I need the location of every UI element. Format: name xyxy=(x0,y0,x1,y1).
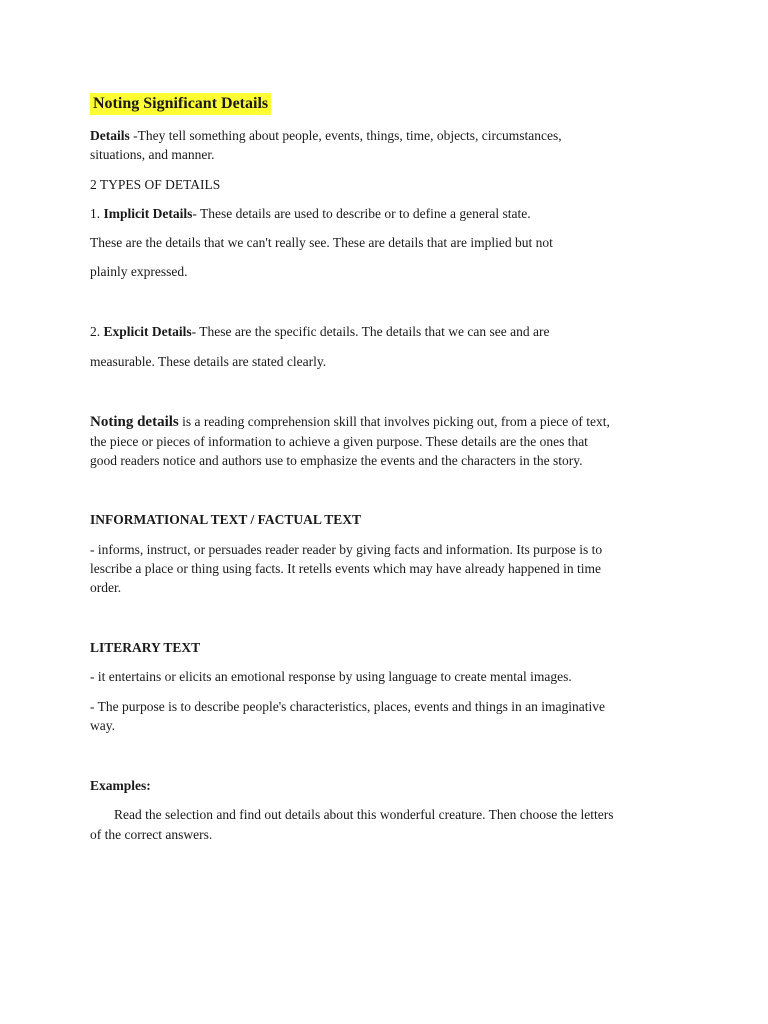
explicit-text: - These are the specific details. The details that we can see and are xyxy=(191,324,550,339)
details-definition-line xyxy=(90,126,562,145)
literary-line: - The purpose is to describe people's characteristics, places, events and things in an imaginative xyxy=(90,699,606,714)
literary-line: - it entertains or elicits an emotional response by using language to create mental images. xyxy=(90,669,572,684)
examples-line: Read the selection and find out details about this wonderful creature. Then choose the letters xyxy=(114,807,614,822)
noting-details-line xyxy=(90,412,610,432)
explicit-term: Explicit Details xyxy=(103,324,192,339)
explicit-details-line xyxy=(90,322,549,341)
implicit-number: 1. xyxy=(90,206,104,221)
details-term: Details xyxy=(90,128,130,143)
informational-line: - informs, instruct, or persuades reader reader by giving facts and information. Its purpose is to xyxy=(90,542,603,557)
implicit-text: - These details are used to describe or to define a general state. xyxy=(192,206,531,221)
examples-heading: Examples: xyxy=(90,778,151,793)
noting-text: is a reading comprehension skill that involves picking out, from a piece of text, xyxy=(178,414,610,429)
implicit-details-line: These are the details that we can't really see. These are details that are implied but not xyxy=(90,235,553,250)
page-title: Noting Significant Details xyxy=(90,93,271,115)
literary-heading: LITERARY TEXT xyxy=(90,640,201,655)
implicit-term: Implicit Details xyxy=(103,206,193,221)
examples-line: of the correct answers. xyxy=(90,827,213,842)
details-text: -They tell something about people, events, things, time, objects, circumstances, xyxy=(129,128,562,143)
informational-heading: INFORMATIONAL TEXT / FACTUAL TEXT xyxy=(90,512,362,527)
noting-details-line: the piece or pieces of information to achieve a given purpose. These details are the ones that xyxy=(90,434,588,449)
explicit-number: 2. xyxy=(90,324,104,339)
explicit-details-line: measurable. These details are stated clearly. xyxy=(90,354,327,369)
noting-details-line: good readers notice and authors use to emphasize the events and the characters in the story. xyxy=(90,453,583,468)
implicit-details-line: plainly expressed. xyxy=(90,264,188,279)
noting-term: Noting details xyxy=(90,414,179,430)
implicit-details-line xyxy=(90,204,531,223)
informational-line: lescribe a place or thing using facts. It retells events which may have already happened in time xyxy=(90,561,601,576)
types-heading: 2 TYPES OF DETAILS xyxy=(90,177,221,192)
literary-line: way. xyxy=(90,718,115,733)
informational-line: order. xyxy=(90,580,122,595)
details-definition-line: situations, and manner. xyxy=(90,147,215,162)
